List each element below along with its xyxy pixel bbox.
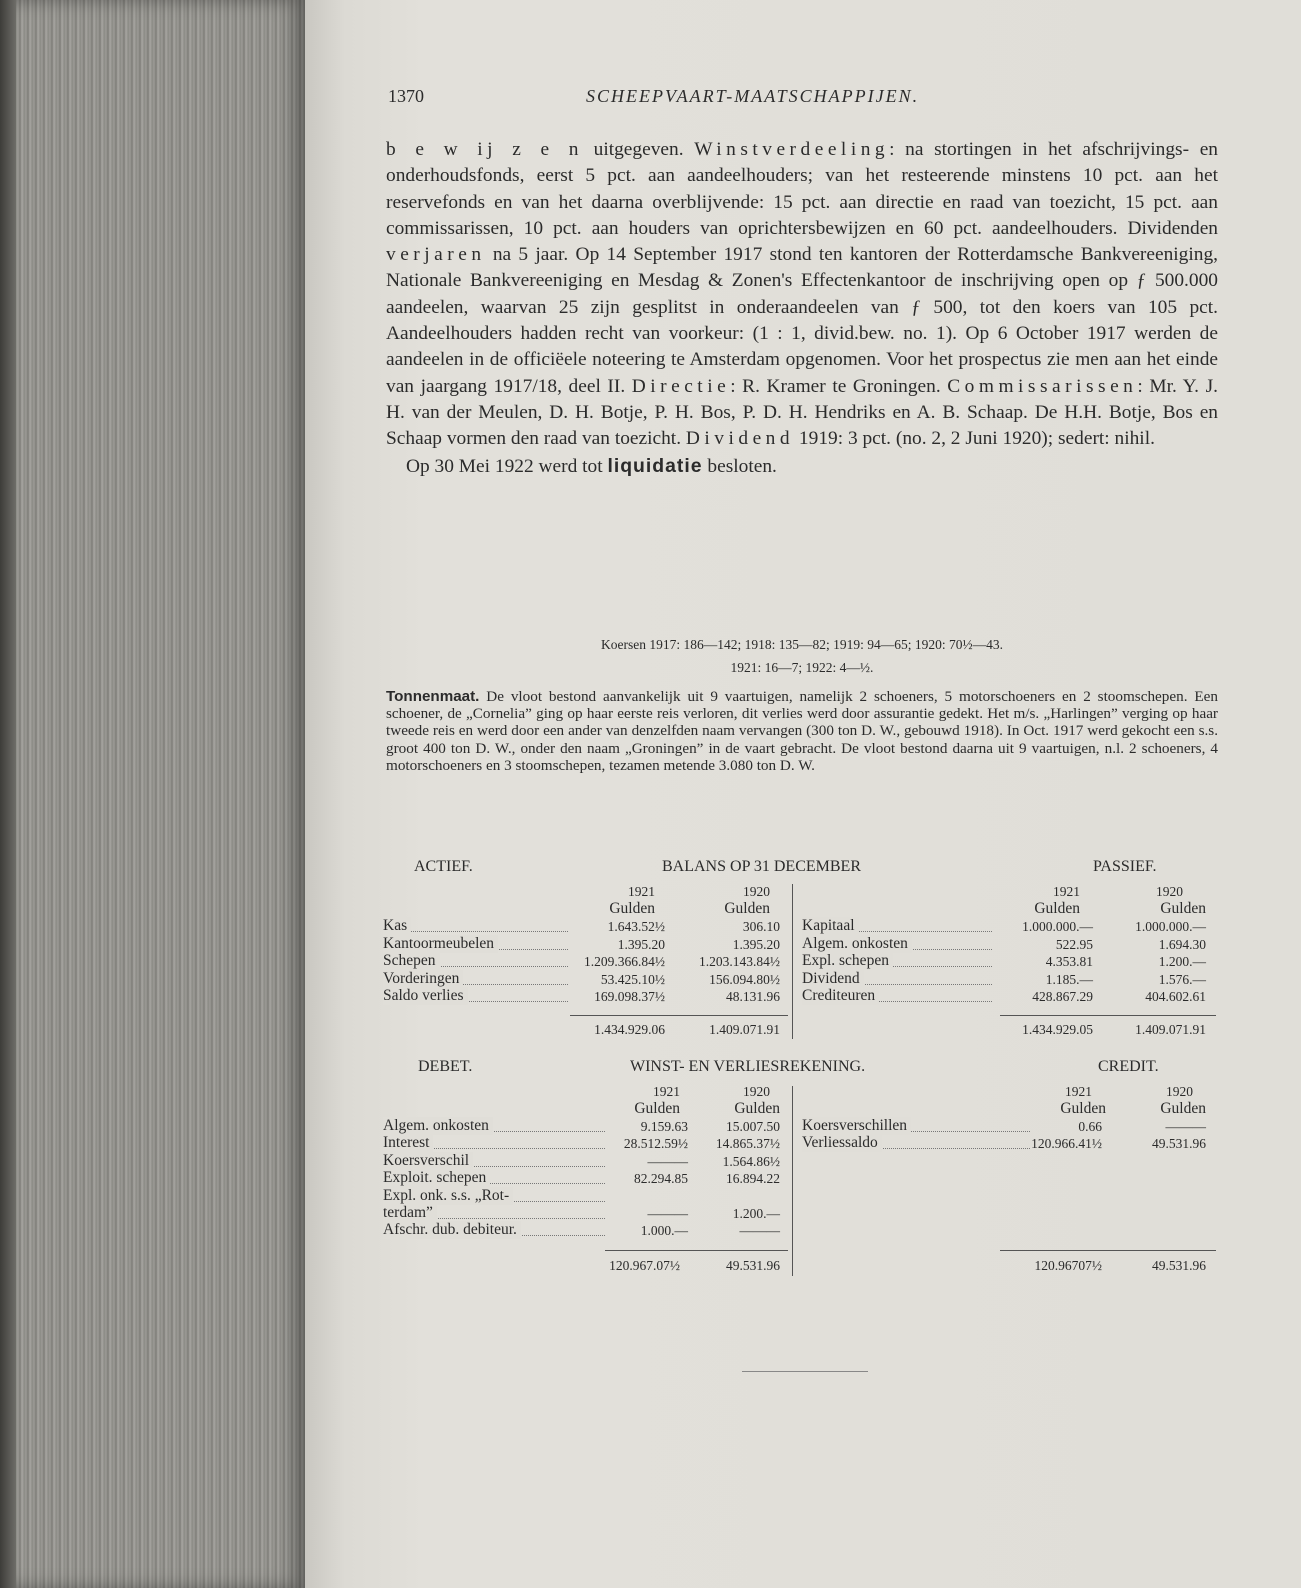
row-value-1920: 404.602.61 [1145, 989, 1206, 1005]
spaced-term: Directie [631, 375, 731, 397]
paragraph-2 [386, 453, 1218, 480]
running-header [388, 86, 1218, 112]
row-label: Schepen [383, 952, 440, 970]
winst-title: WINST- EN VERLIESREKENING. [630, 1058, 866, 1075]
row-value-1921: 522.95 [1055, 936, 1093, 952]
running-title: SCHEEPVAART-MAATSCHAPPIJEN. [586, 86, 920, 106]
row-value-1921: 1.185.— [1045, 971, 1093, 987]
total-rule [1000, 1015, 1216, 1016]
book-page-edges [0, 0, 305, 1588]
body-text [386, 137, 1218, 480]
unit-label: Gulden [1034, 900, 1080, 917]
winst-right-heading: CREDIT. [1098, 1058, 1159, 1075]
row-value-1921: 4.353.81 [1045, 954, 1093, 970]
tonnenmaat-paragraph [386, 688, 1218, 774]
total-rule [605, 1250, 788, 1251]
row-value-1920: 14.865.37½ [715, 1136, 780, 1152]
row-label: Expl. schepen [802, 952, 893, 970]
row-label: Kantoormeubelen [383, 935, 498, 953]
row-value-1921: 9.159.63 [640, 1119, 688, 1134]
balans-title: BALANS OP 31 DECEMBER [662, 858, 861, 875]
year-label: 1920 [743, 884, 770, 899]
text-span: Op 30 Mei 1922 werd tot [406, 455, 608, 477]
winst-left-heading: DEBET. [418, 1058, 473, 1075]
unit-label: Gulden [1160, 900, 1206, 917]
book-spine-shadow [0, 0, 16, 1588]
row-value-1921: 28.512.59½ [623, 1136, 688, 1152]
row-label: Koersverschil [383, 1152, 473, 1170]
row-value-1921: 1.643.52½ [607, 919, 665, 934]
row-label: Expl. onk. s.s. „Rot- [383, 1187, 513, 1205]
tonnenmaat-text: De vloot bestond aanvankelijk uit 9 vaartuigen, namelijk 2 schoeners, 5 motorschoeners en 2 stoomschepen. Een schoener, de „Cornelia” ging op haar eerste reis verloren, dit verlies werd door assurantie gedekt. Het m/s. „Harlingen” verging op haar tweede reis en werd door een ander van denzelfden naam vervangen (300 ton D. W., gebouwd 1918). In Oct. 1917 werd gekocht een s.s. groot 400 ton D. W., onder den naam „Groningen” in de vaart gebracht. De vloot bestond daarna uit 9 vaartuigen, n.l. 2 schoeners, 4 motorschoeners en 3 stoomschepen, tezamen metende 3.080 ton D. W. [386, 688, 1218, 774]
row-value-1921: 1.395.20 [617, 936, 665, 952]
row-value-1920: 16.894.22 [726, 1171, 780, 1187]
text-span: na 5 jaar. Op 14 September 1917 stond ten kantoren der Rotterdamsche Bankvereeniging, Nationale Bankvereeniging en Mesdag & Zonen's Effectenkantoor de inschrijving open op ƒ 500.000 aandeelen, waarvan 25 zijn gesplitst in onderaandeelen van ƒ 500, tot den koers van 105 pct. Aandeelhouders hadden recht van voorkeur: (1 : 1, divid.bew. no. 1). Op 6 October 1917 werden de aandeelen in de officiëele noteering te Amsterdam opgenomen. Voor het prospectus zie men aan het einde van jaargang 1917/18, deel II. [386, 244, 1218, 397]
row-value-1920: 15.007.50 [726, 1119, 780, 1134]
spaced-term: Commissarissen [947, 375, 1138, 397]
row-value-1920: 1.000.000.— [1135, 919, 1206, 934]
unit-label: Gulden [734, 1100, 780, 1117]
row-value-1920: 1.200.— [732, 1206, 780, 1221]
text-span: : na stortingen in het afschrijvings- en onderhoudsfonds, eerst 5 pct. aan aandeelhouders; van het resteerende minstens 10 pct. aan het reservefonds en van het daarna overblijvende: 15 pct. aan directie en raad van toezicht, 15 pct. aan commissarissen, 10 pct. aan houders van oprichtersbewijzen en 60 pct. aandeelhouders. Dividenden [386, 139, 1218, 239]
text-span: besloten. [702, 455, 777, 477]
row-value-1920: 306.10 [742, 919, 780, 934]
row-value-1920: 1.694.30 [1158, 936, 1206, 952]
balans-left-total-1921: 1.434.929.06 [594, 1022, 665, 1037]
row-value-1920: 1.564.86½ [722, 1153, 780, 1169]
balans-right-total-1921: 1.434.929.05 [1022, 1022, 1093, 1037]
row-label: Kas [383, 917, 411, 935]
row-value-1920: 48.131.96 [726, 989, 780, 1005]
winst-left-total-1921: 120.967.07½ [609, 1258, 680, 1273]
koersen-line-2: 1921: 16—7; 1922: 4—½. [730, 660, 874, 675]
year-label: 1920 [743, 1084, 770, 1099]
row-value-1920: 49.531.96 [1152, 1136, 1206, 1152]
row-label: Algem. onkosten [802, 935, 912, 953]
balans-right-heading: PASSIEF. [1093, 858, 1157, 875]
center-divider [792, 884, 793, 1039]
page-number: 1370 [388, 86, 424, 106]
row-value-1921: 1.000.000.— [1022, 919, 1093, 934]
row-value-1921: 1.000.— [640, 1223, 688, 1239]
unit-label: Gulden [1160, 1100, 1206, 1117]
total-rule [1000, 1250, 1216, 1251]
paragraph-1 [386, 137, 1218, 453]
row-label: Interest [383, 1134, 433, 1152]
row-value-1920: 156.094.80½ [709, 971, 780, 987]
unit-label: Gulden [609, 900, 655, 917]
liquidatie-term: liquidatie [607, 454, 703, 477]
winst-right-total-1920: 49.531.96 [1152, 1258, 1206, 1273]
row-value-1920: 1.395.20 [732, 936, 780, 952]
balans-right-total-1920: 1.409.071.91 [1135, 1022, 1206, 1037]
text-span: b e w ij z e n [386, 139, 583, 160]
unit-label: Gulden [1060, 1100, 1106, 1117]
koersen-block [386, 633, 1218, 679]
row-value-1921: ——— [647, 1153, 688, 1169]
row-label: terdam” [383, 1204, 437, 1222]
row-label: Saldo verlies [383, 987, 468, 1005]
row-label: Exploit. schepen [383, 1169, 490, 1187]
row-value-1921: 1.209.366.84½ [584, 954, 665, 970]
row-label: Vorderingen [383, 970, 463, 988]
end-rule [742, 1371, 868, 1372]
row-value-1921: 0.66 [1078, 1119, 1102, 1134]
row-value-1921: 120.966.41½ [1031, 1136, 1102, 1152]
text-span: 1919: 3 pct. (no. 2, 2 Juni 1920); sedert: nihil. [794, 428, 1155, 450]
row-value-1921: 53.425.10½ [600, 971, 665, 987]
balans-left-total-1920: 1.409.071.91 [709, 1022, 780, 1037]
winst-right-total-1921: 120.96707½ [1034, 1258, 1102, 1273]
year-label: 1920 [1156, 884, 1183, 899]
unit-label: Gulden [634, 1100, 680, 1117]
balans-left-heading: ACTIEF. [414, 858, 473, 875]
row-value-1920: 1.203.143.84½ [699, 954, 780, 970]
row-value-1921: 82.294.85 [634, 1171, 688, 1187]
row-label: Koersverschillen [802, 1117, 911, 1135]
total-rule [570, 1015, 788, 1016]
year-label: 1920 [1166, 1084, 1193, 1099]
text-span: : Mr. Y. J. H. van der Meulen, D. H. Botje, P. H. Bos, P. D. H. Hendriks en A. B. Schaap. De H.H. Botje, Bos en Schaap vormen den raad van toezicht. [386, 375, 1218, 450]
row-value-1921: 428.867.29 [1032, 989, 1093, 1005]
row-value-1920: ——— [1165, 1119, 1206, 1134]
unit-label: Gulden [724, 900, 770, 917]
row-value-1920: ——— [739, 1223, 780, 1239]
row-value-1921: 169.098.37½ [594, 989, 665, 1005]
text-span: : R. Kramer te Groningen. [730, 375, 948, 397]
year-label: 1921 [653, 1084, 680, 1099]
spaced-term: Dividend [685, 428, 795, 450]
winst-left-total-1920: 49.531.96 [726, 1258, 780, 1273]
row-label: Verliessaldo [802, 1134, 882, 1152]
center-divider [792, 1086, 793, 1276]
row-label: Algem. onkosten [383, 1117, 493, 1135]
year-label: 1921 [628, 884, 655, 899]
spaced-term: verjaren [386, 244, 486, 266]
row-label: Kapitaal [802, 917, 859, 935]
row-label: Crediteuren [802, 987, 879, 1005]
text-span: uitgegeven. [582, 139, 695, 160]
row-value-1920: 1.576.— [1158, 971, 1206, 987]
spaced-term: Winstverdeeling [694, 139, 890, 160]
tonnenmaat-heading: Tonnenmaat. [386, 688, 480, 705]
row-label: Dividend [802, 970, 864, 988]
year-label: 1921 [1053, 884, 1080, 899]
year-label: 1921 [1065, 1084, 1092, 1099]
row-value-1920: 1.200.— [1158, 954, 1206, 970]
row-label: Afschr. dub. debiteur. [383, 1221, 521, 1239]
row-value-1921: ——— [647, 1206, 688, 1221]
koersen-line-1: Koersen 1917: 186—142; 1918: 135—82; 1919: 94—65; 1920: 70½—43. [601, 637, 1003, 652]
